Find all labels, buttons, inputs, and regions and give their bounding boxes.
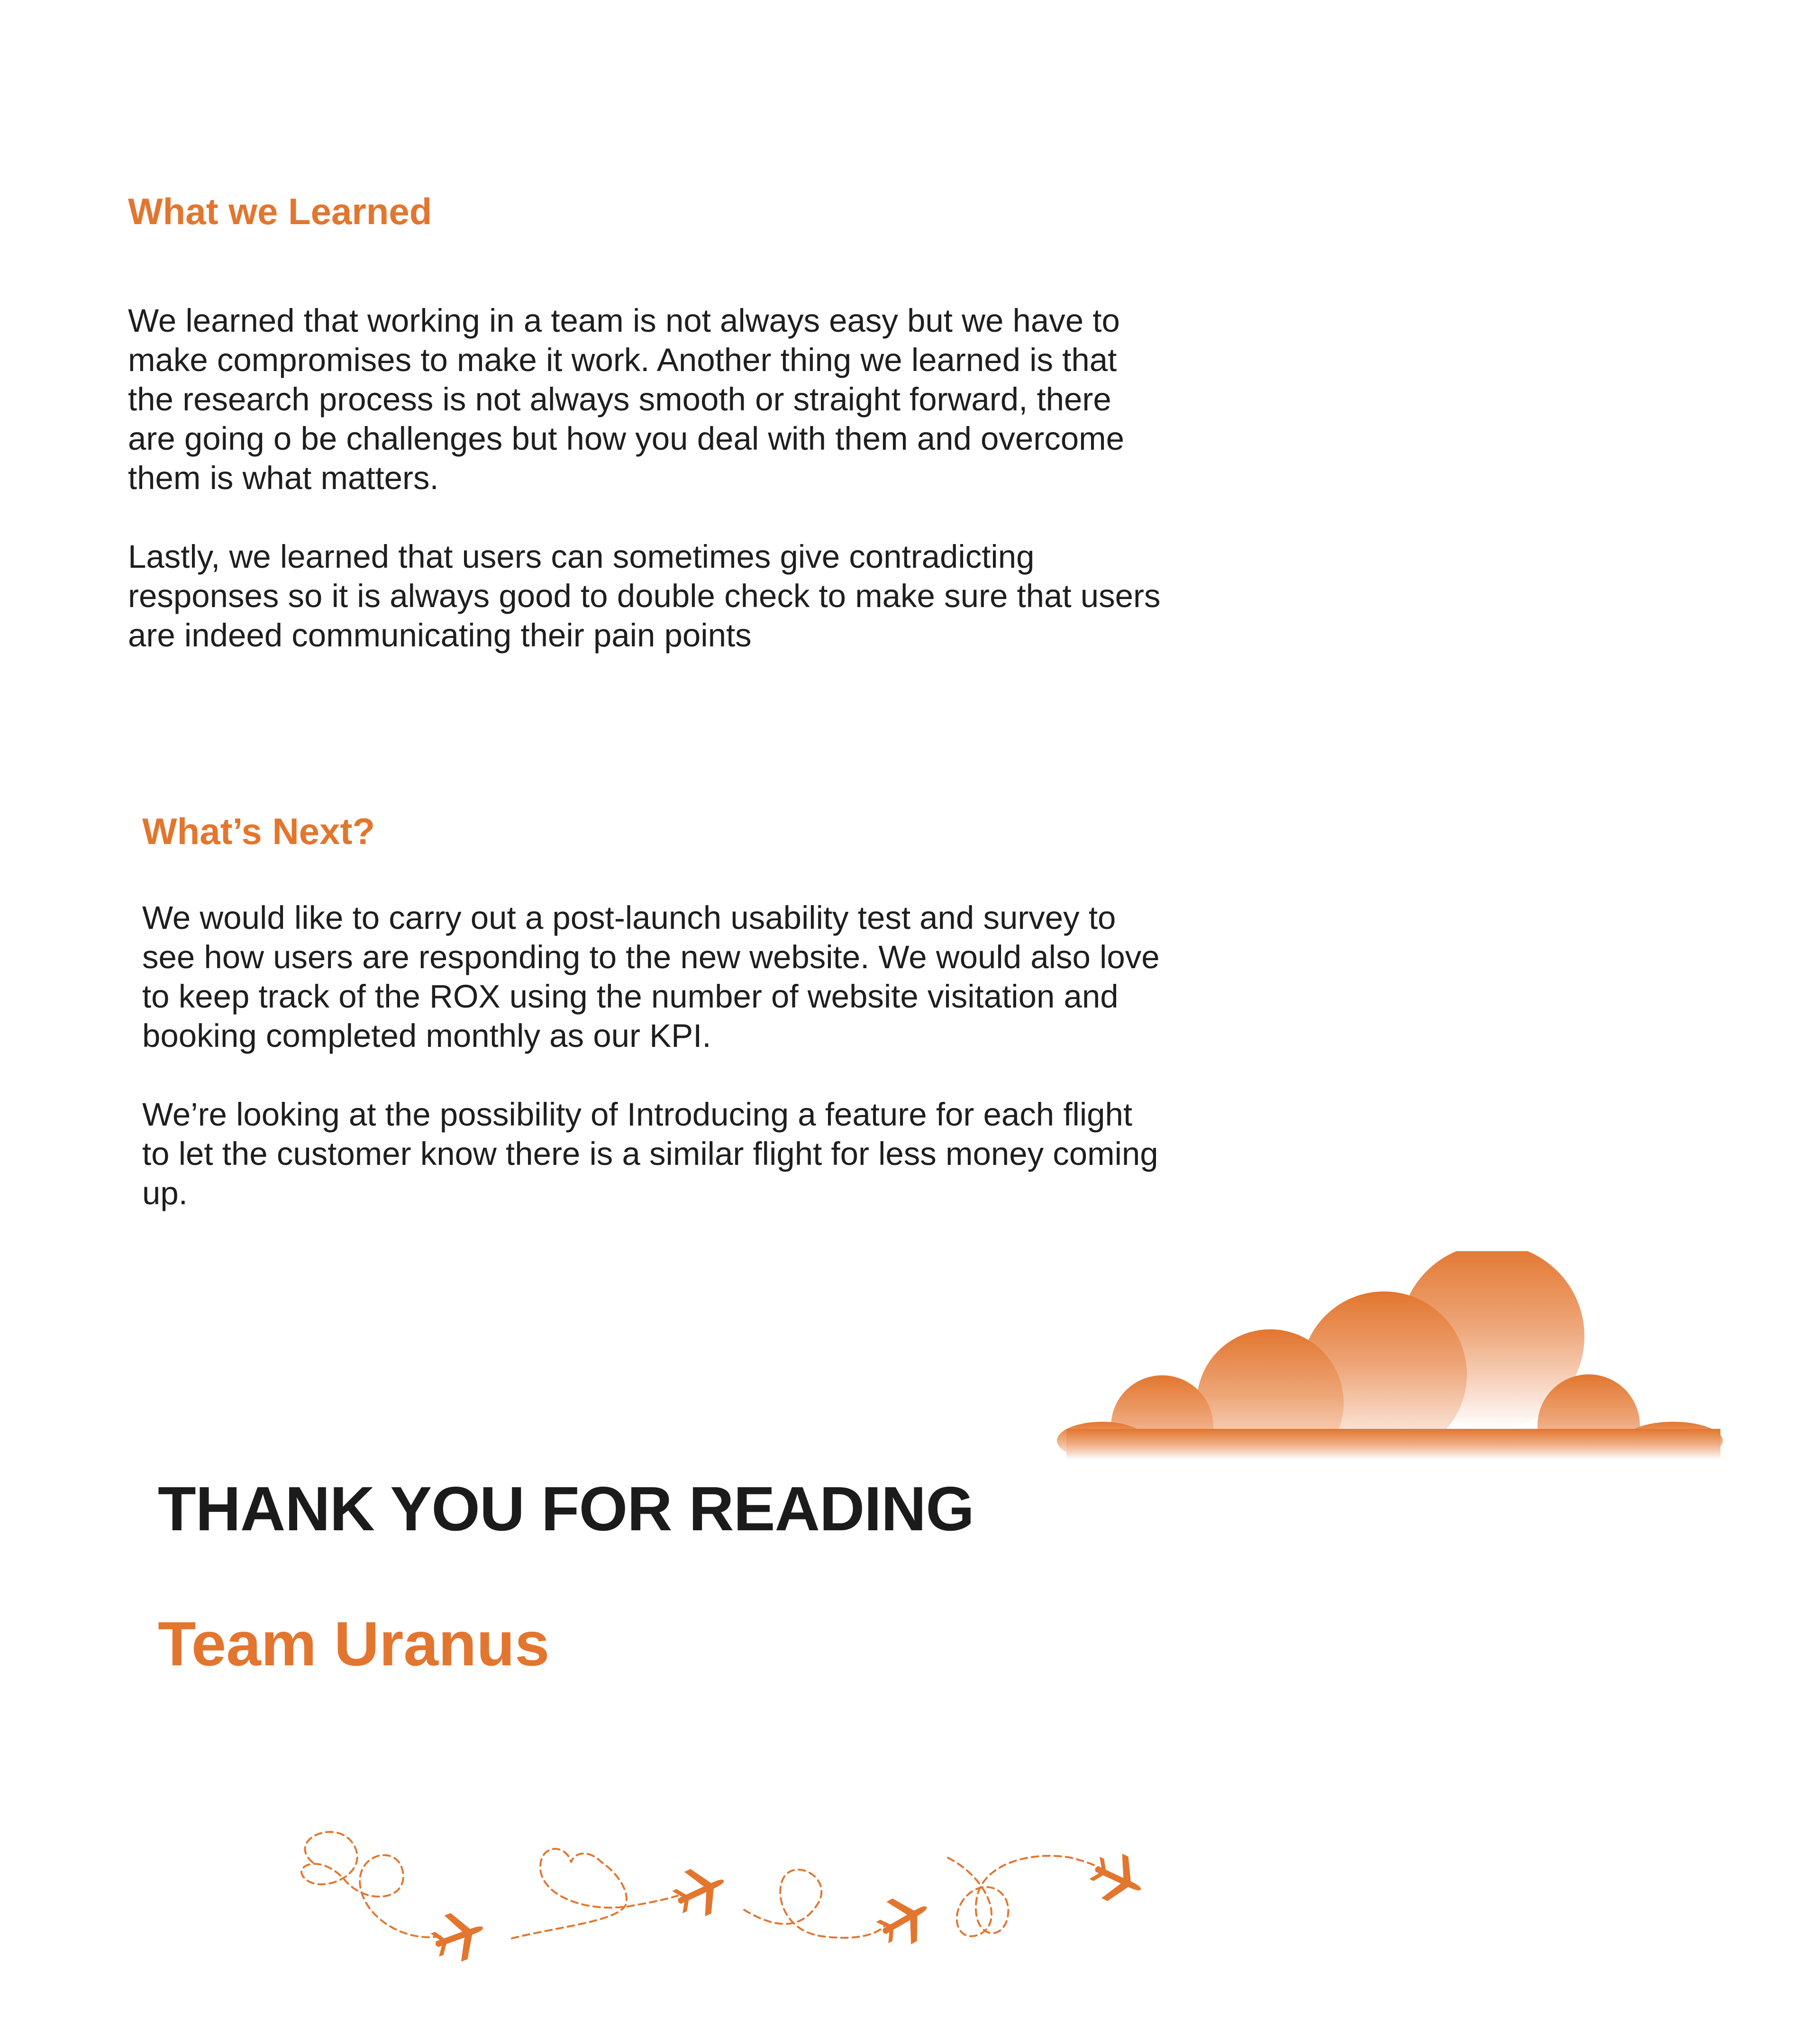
- learned-line: Lastly, we learned that users can sometimes give contradicting: [128, 538, 1035, 575]
- next-line: up.: [142, 1175, 188, 1211]
- airplane-icon: [870, 1886, 938, 1954]
- learned-line: them is what matters.: [128, 460, 439, 496]
- learned-paragraphs: [128, 301, 1161, 655]
- learned-line: the research process is not always smooth or straight forward, there: [128, 381, 1111, 418]
- next-line: booking completed monthly as our KPI.: [142, 1018, 711, 1054]
- flight-path: [301, 1832, 441, 1937]
- airplane-icon: [667, 1858, 734, 1925]
- flight-path: [744, 1870, 886, 1938]
- flight-paths-illustration: [284, 1825, 1175, 1981]
- next-line: We would like to carry out a post-launch usability test and survey to: [142, 899, 1116, 936]
- learned-line: responses so it is always good to double check to make sure that users: [128, 578, 1161, 614]
- learned-line: We learned that working in a team is not always easy but we have to: [128, 302, 1120, 339]
- next-line: see how users are responding to the new website. We would also love: [142, 939, 1160, 975]
- learned-line: make compromises to make it work. Another thing we learned is that: [128, 342, 1117, 378]
- paragraph-gap: [128, 498, 1161, 537]
- next-line: to keep track of the ROX using the number of website visitation and: [142, 978, 1119, 1015]
- next-paragraphs: [142, 898, 1160, 1213]
- next-line: We’re looking at the possibility of Introducing a feature for each flight: [142, 1096, 1133, 1133]
- next-line: to let the customer know there is a similar flight for less money coming: [142, 1136, 1158, 1172]
- thank-you-title: THANK YOU FOR READING: [158, 1474, 974, 1544]
- paragraph-gap: [142, 1055, 1160, 1095]
- airplane-icon: [1084, 1845, 1151, 1912]
- airplane-icon: [426, 1905, 491, 1968]
- cloud-icon: [1057, 1251, 1730, 1460]
- flight-path: [512, 1849, 678, 1938]
- learned-line: are indeed communicating their pain points: [128, 617, 752, 654]
- next-heading: What’s Next?: [142, 810, 375, 852]
- learned-line: are going o be challenges but how you deal with them and overcome: [128, 420, 1125, 457]
- team-name: Team Uranus: [158, 1609, 550, 1679]
- learned-heading: What we Learned: [128, 191, 432, 232]
- flight-path: [948, 1856, 1102, 1936]
